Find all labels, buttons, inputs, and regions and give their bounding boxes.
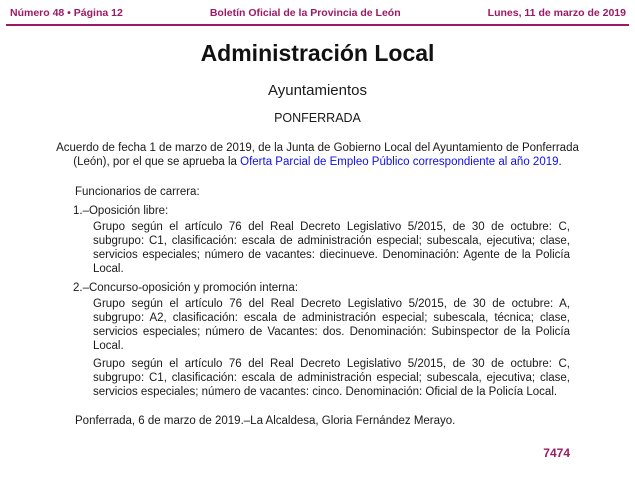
list-item-1-label: 1.–Oposición libre: bbox=[73, 204, 169, 217]
employment-offer-link[interactable]: Oferta Parcial de Empleo Público correspondiente al año 2019 bbox=[240, 155, 559, 168]
masthead-divider bbox=[6, 24, 629, 26]
list-item-2-label: 2.–Concurso-oposición y promoción interna: bbox=[73, 281, 299, 294]
issue-page-number: Número 48 • Página 12 bbox=[10, 7, 123, 19]
bulletin-title: Boletín Oficial de la Provincia de León bbox=[209, 7, 401, 19]
issue-date: Lunes, 11 de marzo de 2019 bbox=[487, 7, 626, 19]
section-title: Ayuntamientos bbox=[268, 82, 367, 99]
intro-text-before-link: Acuerdo de fecha 1 de marzo de 2019, de la Junta de Gobierno Local del Ayuntamiento de Ponferrada (León), por el que se aprueba la bbox=[56, 141, 579, 168]
career-civil-servants-label: Funcionarios de carrera: bbox=[75, 185, 200, 198]
intro-text-after-link: . bbox=[558, 155, 562, 168]
municipality-title: PONFERRADA bbox=[274, 111, 361, 125]
list-item-2-paragraph-2: Grupo según el artículo 76 del Real Decreto Legislativo 5/2015, de 30 de octubre: C, subgrupo: C1, clasificación: escala de administración especial; subescala, ejecutiva; clase, servicios especiales; número de vacantes: cinco. Denominación: Oficial de la Policía Local. bbox=[93, 357, 570, 398]
page-title: Administración Local bbox=[200, 40, 435, 66]
list-item-1-paragraph: Grupo según el artículo 76 del Real Decreto Legislativo 5/2015, de 30 de octubre: C, subgrupo: C1, clasificación: escala de administración especial; subescala, ejecutiva; clase, servicios especiales; número de vacantes: diecinueve. Denominación: Agente de la Policía Local. bbox=[93, 220, 570, 275]
masthead bbox=[0, 0, 635, 19]
signoff-line: Ponferrada, 6 de marzo de 2019.–La Alcaldesa, Gloria Fernández Merayo. bbox=[75, 414, 456, 427]
intro-paragraph bbox=[45, 141, 590, 169]
list-item-2-paragraph-1: Grupo según el artículo 76 del Real Decreto Legislativo 5/2015, de 30 de octubre: A, subgrupo: A2, clasificación: escala de administración especial; subescala, técnica; clase, servicios especiales; número de Vacantes: dos. Denominación: Subinspector de la Policía Local. bbox=[93, 297, 570, 352]
announcement-reference-number: 7474 bbox=[543, 445, 570, 460]
